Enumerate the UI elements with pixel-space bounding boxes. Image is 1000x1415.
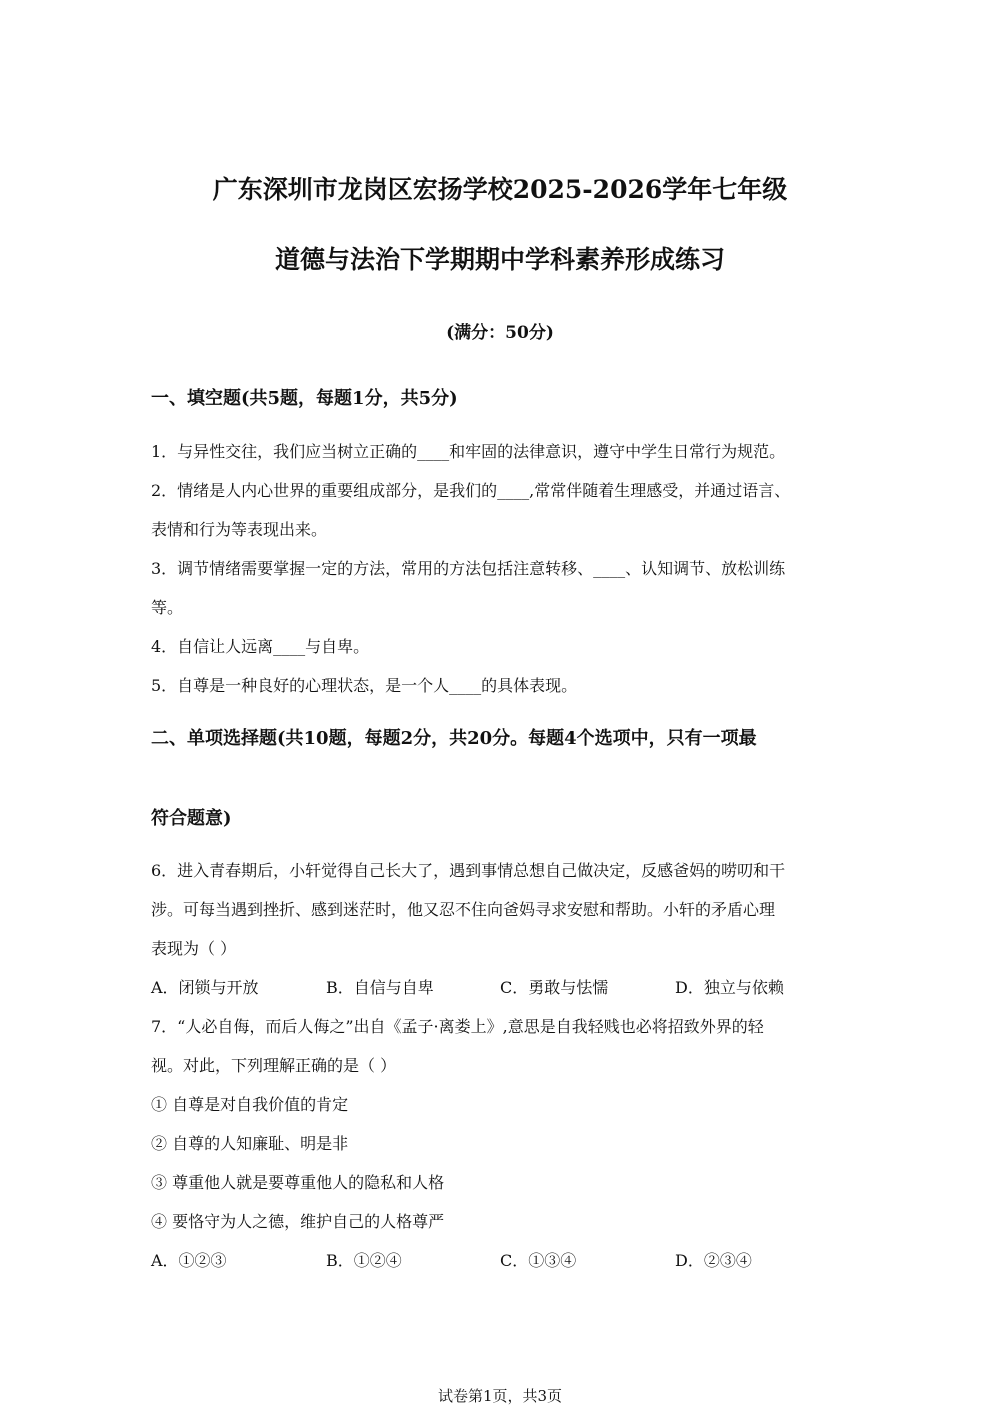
question-7-statement-3: ③ 尊重他人就是要尊重他人的隐私和人格 [151,1173,445,1192]
section-1-heading: 一、填空题(共5题，每题1分，共5分) [151,388,458,409]
question-3-line-1: 3．调节情绪需要掌握一定的方法，常用的方法包括注意转移、____、认知调节、放松训练 [151,559,786,578]
question-7-statement-1: ① 自尊是对自我价值的肯定 [151,1095,349,1114]
question-7-statement-4: ④ 要恪守为人之德，维护自己的人格尊严 [151,1212,445,1231]
question-2-line-2: 表情和行为等表现出来。 [151,520,328,539]
question-4: 4．自信让人远离____与自卑。 [151,637,370,656]
section-2-heading-line-2: 符合题意) [151,808,232,829]
question-7-line-1: 7．“人必自侮，而后人侮之”出自《孟子·离娄上》,意思是自我轻贱也必将招致外界的轻 [151,1017,764,1036]
full-score: (满分：50分) [446,323,554,343]
question-6-option-b: B．自信与自卑 [326,978,434,997]
question-6-option-c: C．勇敢与怯懦 [500,978,609,997]
question-1: 1．与异性交往，我们应当树立正确的____和牢固的法律意识，遵守中学生日常行为规范。 [151,442,786,461]
question-6-option-a: A．闭锁与开放 [151,978,259,997]
exam-title-line-2: 道德与法治下学期期中学科素养形成练习 [274,245,725,274]
question-6-line-1: 6．进入青春期后，小轩觉得自己长大了，遇到事情总想自己做决定，反感爸妈的唠叨和干 [151,861,786,880]
question-7-line-2: 视。对此，下列理解正确的是（ ） [151,1056,397,1075]
question-6-option-d: D．独立与依赖 [675,978,784,997]
page-footer: 试卷第1页，共3页 [437,1387,563,1405]
question-7-option-c: C．①③④ [500,1251,577,1270]
question-7-option-b: B．①②④ [326,1251,402,1270]
question-6-line-3: 表现为（ ） [151,939,237,958]
question-2-line-1: 2．情绪是人内心世界的重要组成部分，是我们的____,常常伴随着生理感受，并通过语言、 [151,481,791,500]
section-2-heading-line-1: 二、单项选择题(共10题，每题2分，共20分。每题4个选项中，只有一项最 [151,728,757,749]
question-3-line-2: 等。 [151,598,184,617]
question-7-option-a: A．①②③ [151,1251,227,1270]
question-6-line-2: 涉。可每当遇到挫折、感到迷茫时，他又忍不住向爸妈寻求安慰和帮助。小轩的矛盾心理 [151,900,776,919]
question-5: 5．自尊是一种良好的心理状态，是一个人____的具体表现。 [151,676,578,695]
exam-title-line-1: 广东深圳市龙岗区宏扬学校2025-2026学年七年级 [212,175,788,204]
question-7-option-d: D．②③④ [675,1251,752,1270]
question-7-statement-2: ② 自尊的人知廉耻、明是非 [151,1134,349,1153]
